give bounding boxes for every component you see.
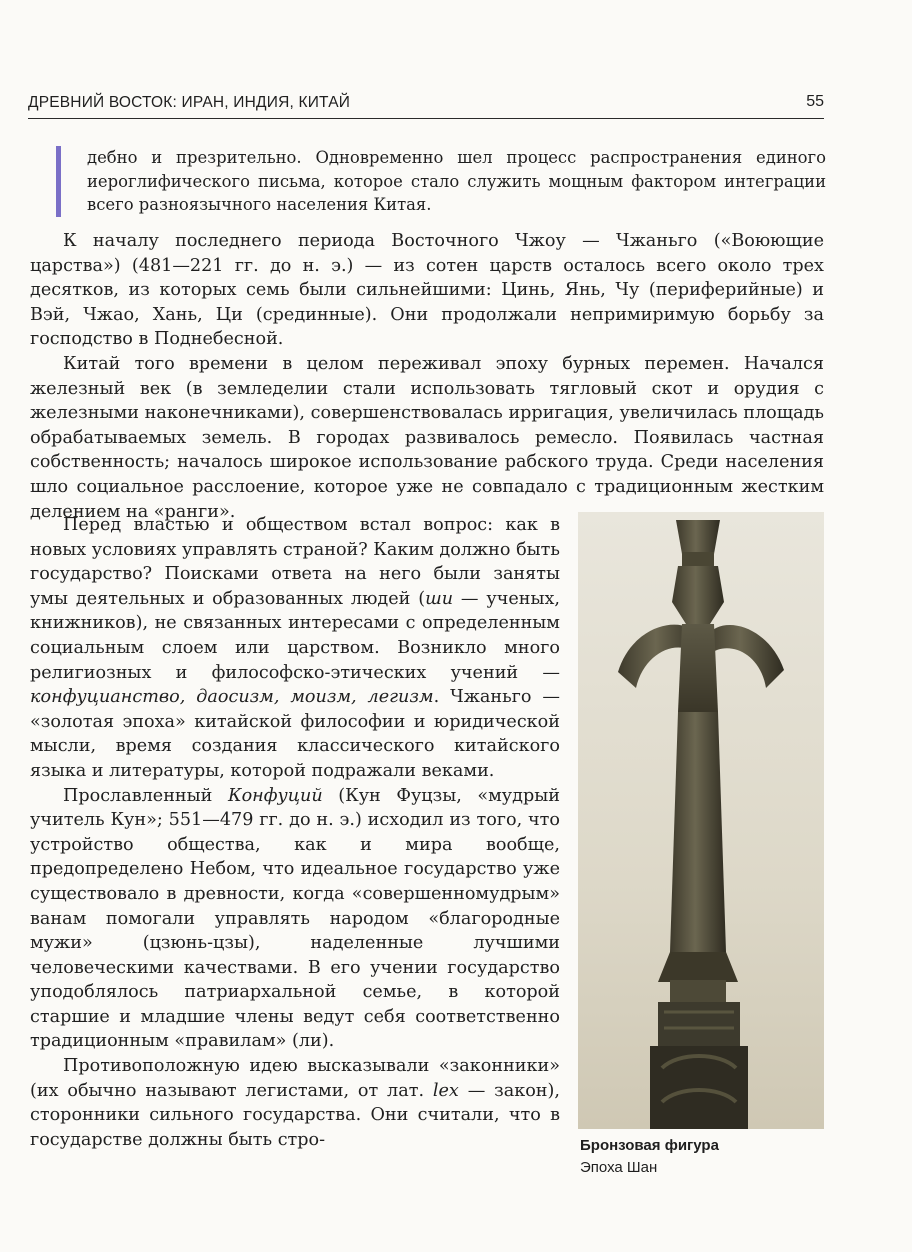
text-run: (Кун Фуцзы, «мудрый учитель Кун»; 551—479 гг. до н. э.) исходил из того, что устройство общества, как и мира вообще, предопределено Небом, что идеальное государство уже существовало в древности, когда «совершенномудрым» ванам помогали управлять народом «благородные мужи» (цзюнь-цзы), наделенные лучшими человеческими качествами. В его учении государство уподоблялось патриархальной семье, в которой старшие и младшие члены ведут себя соответственно традиционным «правилам» (ли). [30,785,560,1052]
text-run: Противоположную идею высказывали «законники» (их обычно называют легистами, от лат. [30,1056,560,1101]
full-width-text [30,229,824,524]
bronze-figure-image [578,512,824,1129]
paragraph-confucius [30,784,560,1055]
term-confucius: Конфуций [227,785,323,806]
term-schools: конфуцианство, даосизм, моизм, легизм [30,687,434,708]
text-run: Перед властью и обществом встал вопрос: как в новых условиях управлять страной? Каким должно быть государство? Поисками ответа на него были заняты умы деятельных и образованных людей ( [30,515,560,609]
caption-subtitle: Эпоха Шан [580,1159,658,1176]
intro-paragraph: дебно и презрительно. Одновременно шел процесс распространения единого иероглифического письма, которое стало служить мощным фактором интеграции всего разноязычного населения Китая. [87,148,826,214]
term-shi: ши [425,588,454,609]
paragraph-legalists [30,1054,560,1152]
term-lex: lex [432,1080,459,1101]
page-number: 55 [806,93,824,110]
figure-caption [580,1135,824,1179]
text-run: Прославленный [63,785,228,806]
text-run: . Чжаньго — «золотая эпоха» китайской философии и юридической мысли, время создания классического китайского языка и литературы, которой подражали веками. [30,687,560,781]
running-header [28,90,824,119]
caption-title: Бронзовая фигура [580,1137,719,1154]
text-run: — закон), сторонники сильного государства. Они считали, что в государстве должны быть стро- [30,1080,560,1150]
bronze-figure-illustration [578,512,824,1129]
sidebar-quote-block [56,146,826,217]
paragraph-iron-age: Китай того времени в целом переживал эпоху бурных перемен. Начался железный век (в земледелии стали использовать тягловый скот и орудия с железными наконечниками), совершенствовалась ирригация, увеличилась площадь обрабатываемых земель. В городах развивалось ремесло. Появилась частная собственность; началось широкое использование рабского труда. Среди населения шло социальное расслоение, которое уже не совпадало с традиционным жестким делением на «ранги». [30,353,824,522]
text-run: — ученых, книжников), не связанных интересами с определенным социальным слоем или царством. Возникло много религиозных и философско-этических учений — [30,588,560,683]
paragraph-philosophy [30,513,560,784]
paragraph-warring-states: К началу последнего периода Восточного Чжоу — Чжаньго («Воюющие царства») (481—221 гг. до н. э.) — из сотен царств осталось всего около трех десятков, из которых семь были сильнейшими: Цинь, Янь, Чу (периферийные) и Вэй, Чжао, Хань, Ци (срединные). Они продолжали непримиримую борьбу за господство в Поднебесной. [30,231,824,350]
chapter-title: ДРЕВНИЙ ВОСТОК: ИРАН, ИНДИЯ, КИТАЙ [28,94,351,111]
column-text [30,513,560,1152]
